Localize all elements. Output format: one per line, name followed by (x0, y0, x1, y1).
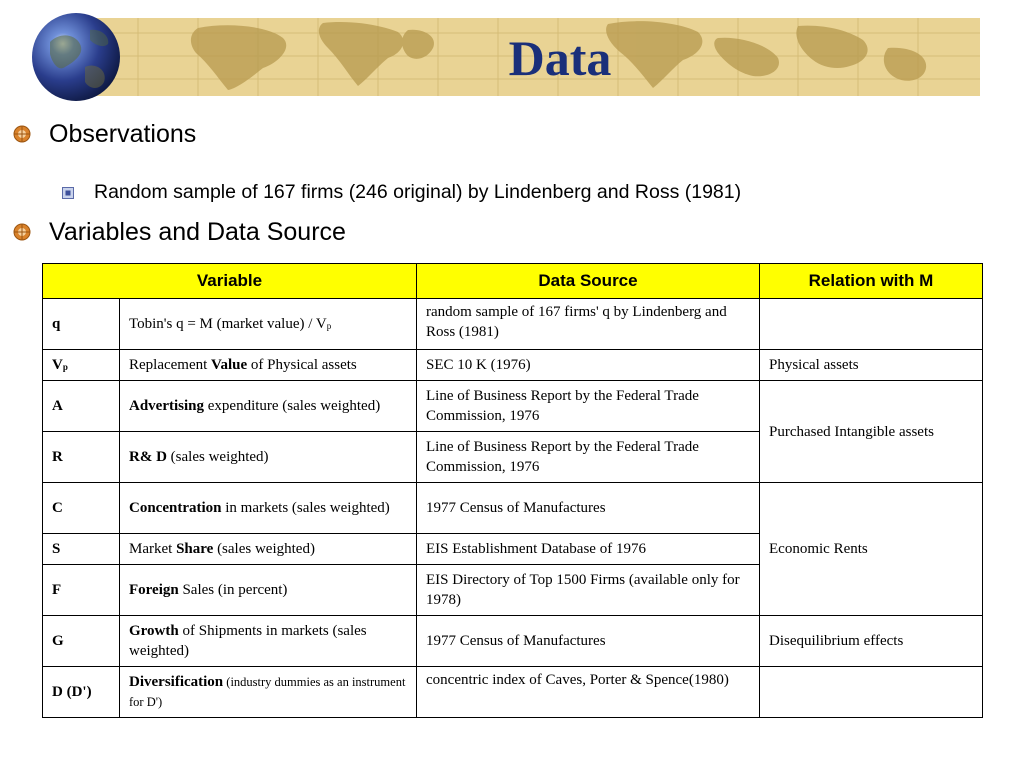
source-cell: SEC 10 K (1976) (417, 350, 760, 381)
source-cell: Line of Business Report by the Federal Trade Commission, 1976 (417, 432, 760, 483)
square-bullet-icon (62, 187, 74, 199)
desc-cell: Concentration in markets (sales weighted) (120, 483, 417, 534)
var-cell: S (43, 534, 120, 565)
var-cell: $V^p$ (43, 350, 120, 381)
desc-cell: R& D (sales weighted) (120, 432, 417, 483)
var-cell: G (43, 616, 120, 667)
globe-icon (30, 12, 122, 102)
source-cell: 1977 Census of Manufactures (417, 616, 760, 667)
bullet-random-sample: Random sample of 167 firms (246 original) by Lindenberg and Ross (1981) (94, 181, 742, 203)
var-cell: D (D') (43, 667, 120, 718)
desc-cell: Foreign Sales (in percent) (120, 565, 417, 616)
table-row (43, 299, 983, 350)
orange-bullet-icon (12, 222, 32, 242)
relation-cell (760, 667, 983, 718)
desc-cell: Replacement Value of Physical assets (120, 350, 417, 381)
desc-cell: Diversification (industry dummies as an instrument for D') (120, 667, 417, 718)
header-data-source: Data Source (417, 264, 760, 299)
relation-cell: Physical assets (760, 350, 983, 381)
table-row (43, 350, 983, 381)
relation-cell: Purchased Intangible assets (760, 381, 983, 483)
table-row (43, 616, 983, 667)
header-variable: Variable (43, 264, 417, 299)
desc-cell: Market Share (sales weighted) (120, 534, 417, 565)
source-cell: random sample of 167 firms' q by Lindenberg and Ross (1981) (417, 299, 760, 350)
bullet-variables: Variables and Data Source (49, 218, 346, 246)
var-cell: C (43, 483, 120, 534)
var-cell: F (43, 565, 120, 616)
bullet-observations: Observations (49, 120, 197, 148)
relation-cell: Economic Rents (760, 483, 983, 616)
source-cell: EIS Establishment Database of 1976 (417, 534, 760, 565)
table-row (43, 483, 983, 534)
relation-cell: Disequilibrium effects (760, 616, 983, 667)
header-relation: Relation with M (760, 264, 983, 299)
var-cell: q (43, 299, 120, 350)
source-cell: concentric index of Caves, Porter & Spence(1980) (417, 667, 760, 718)
var-cell: R (43, 432, 120, 483)
slide-title: Data (508, 30, 612, 86)
desc-cell: Tobin's q = M (market value) / $V^p$ (120, 299, 417, 350)
table-row (43, 667, 983, 718)
source-cell: EIS Directory of Top 1500 Firms (available only for 1978) (417, 565, 760, 616)
source-cell: 1977 Census of Manufactures (417, 483, 760, 534)
desc-cell: Growth of Shipments in markets (sales weighted) (120, 616, 417, 667)
var-cell: A (43, 381, 120, 432)
orange-bullet-icon (12, 124, 32, 144)
desc-cell: Advertising expenditure (sales weighted) (120, 381, 417, 432)
table-row (43, 381, 983, 432)
table-header-row (43, 264, 983, 299)
relation-cell (760, 299, 983, 350)
variables-table (42, 263, 983, 718)
source-cell: Line of Business Report by the Federal Trade Commission, 1976 (417, 381, 760, 432)
